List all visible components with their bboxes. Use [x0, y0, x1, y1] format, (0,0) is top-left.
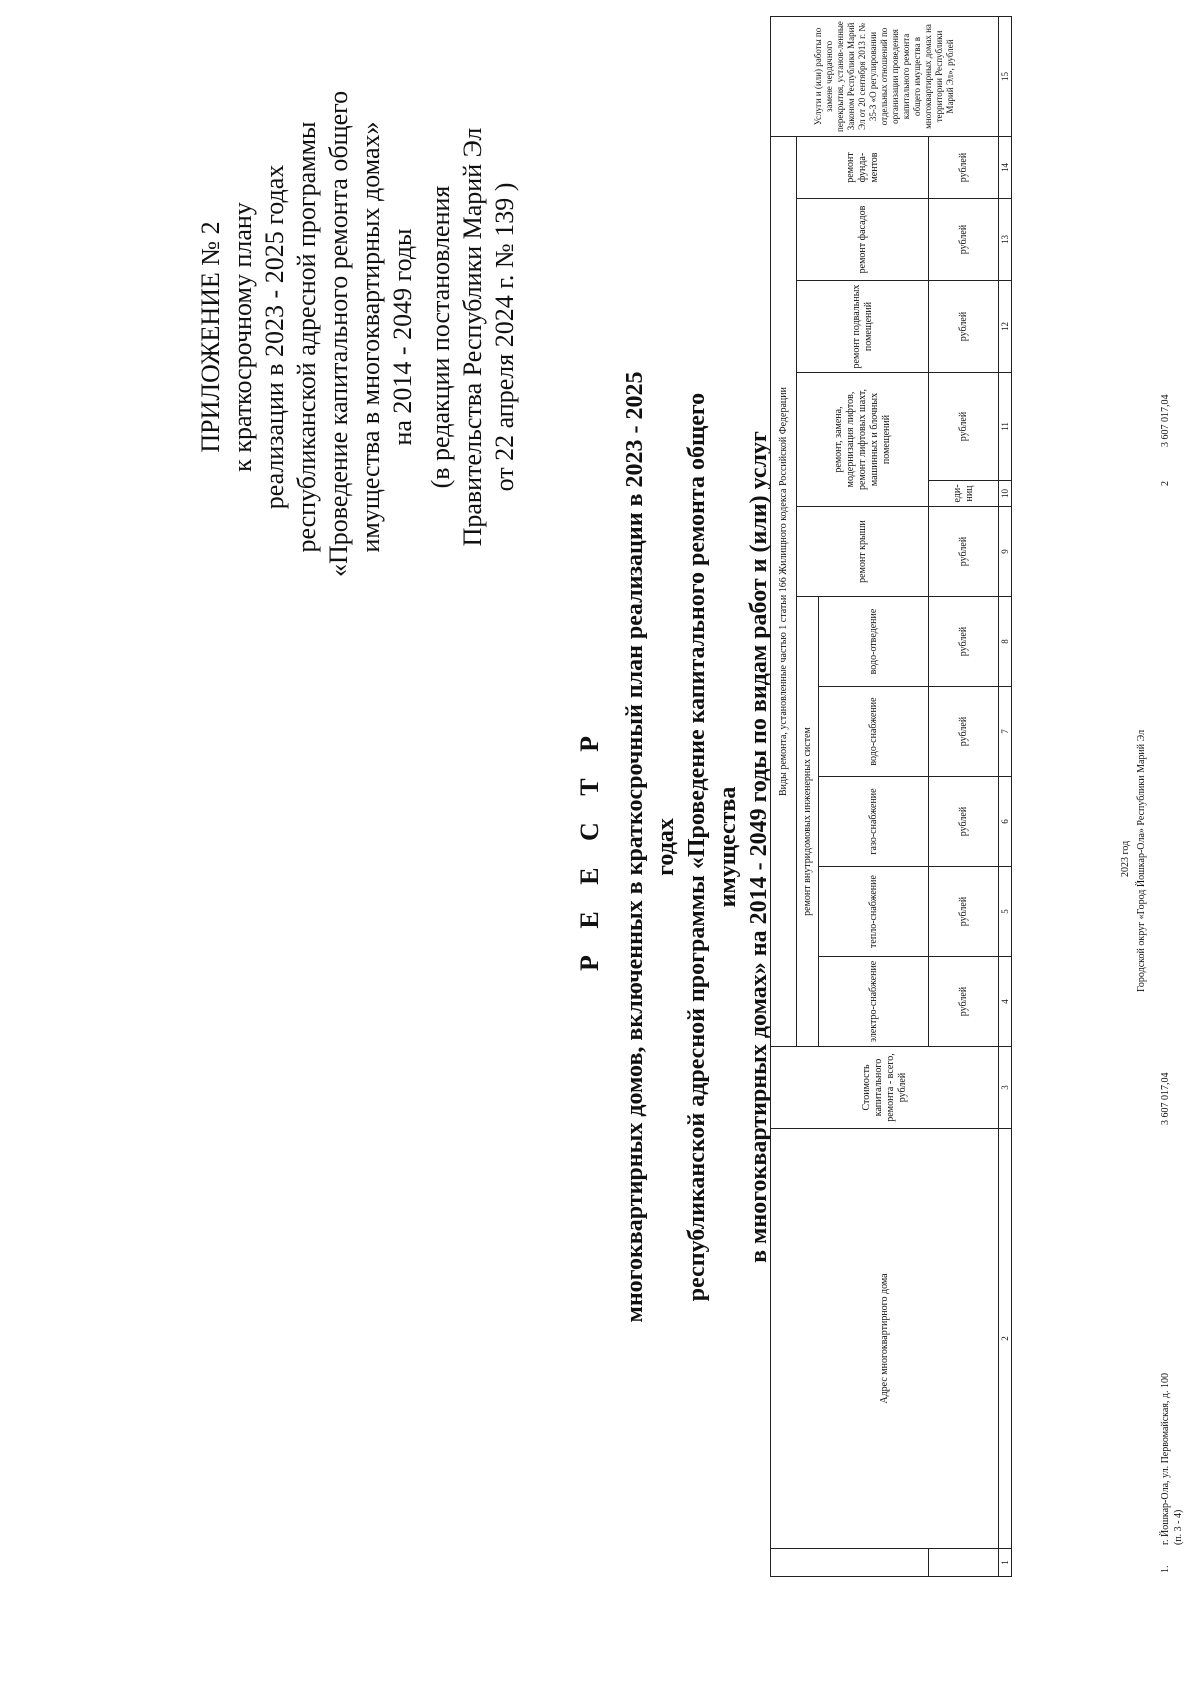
unit-roof: рублей	[929, 507, 999, 597]
header-repair-types: Виды ремонта, установленные частью 1 статьи 166 Жилищного кодекса Российской Федерации	[771, 137, 797, 1047]
appendix-line: на 2014 - 2049 годы	[388, 228, 417, 446]
header-basement: ремонт подвальных помещений	[797, 281, 929, 373]
district-label: Городской округ «Город Йошкар-Ола» Республики Марий Эл	[1136, 729, 1147, 992]
header-num	[771, 1549, 929, 1577]
col-number: 11	[999, 373, 1012, 481]
appendix-line: (в редакции постановления	[426, 185, 455, 489]
col-number: 14	[999, 137, 1012, 199]
unit-gas: рублей	[929, 777, 999, 867]
header-engineering-systems: ремонт внутридомовых инженерных систем	[797, 597, 819, 1047]
header-address: Адрес многоквартирного дома	[771, 1129, 999, 1549]
header-gas: газо-снабжение	[819, 777, 929, 867]
row-number: 1.	[1160, 1565, 1171, 1573]
header-electric: электро-снабжение	[819, 957, 929, 1047]
header-services: Услуги и (или) работы по замене чердачного перекрытия, установ-ленные Законом Республики Марий Эл от 20 сентября 2013 г. № 35-З «О регулировании отдельных отношений по организации проведения капитального ремонта общего имущества в многоквартирных домах на территории Республики Марий Эл», рублей	[771, 17, 999, 137]
unit-basement: рублей	[929, 281, 999, 373]
appendix-line: реализации в 2023 - 2025 годах	[260, 164, 289, 510]
col-number: 2	[999, 1129, 1012, 1549]
header-facade: ремонт фасадов	[797, 199, 929, 281]
col-number: 1	[999, 1549, 1012, 1577]
col-number: 3	[999, 1047, 1012, 1129]
unit-facade: рублей	[929, 199, 999, 281]
unit-electric: рублей	[929, 957, 999, 1047]
appendix-header	[195, 90, 521, 577]
appendix-line: Правительства Республики Марий Эл	[458, 127, 487, 547]
header-sewer: водо-отведение	[819, 597, 929, 687]
document-title: Р Е Е С Т Р	[575, 725, 604, 972]
subtitle-line: многоквартирных домов, включенных в краткосрочный план реализации в 2023 - 2025 годах	[622, 371, 679, 1323]
col-number: 10	[999, 481, 1012, 507]
row-elevator-cost: 3 607 017,04	[1160, 394, 1171, 447]
unit-foundation: рублей	[929, 137, 999, 199]
appendix-line: «Проведение капитального ремонта общего	[324, 90, 353, 577]
appendix-line: имущества в многоквартирных домах»	[356, 121, 385, 553]
header-elevators: ремонт, замена, модернизация лифтов, ремонт лифтовых шахт, машинных и блочных помещений	[797, 373, 929, 507]
appendix-date-line: от 22 апреля 2024 г. № 139 )	[490, 182, 519, 492]
unit-sewer: рублей	[929, 597, 999, 687]
row-cost: 3 607 017,04	[1160, 1072, 1171, 1125]
data-rows	[1120, 0, 1200, 1577]
header-cost: Стоимость капитального ремонта - всего, рублей	[771, 1047, 999, 1129]
col-number: 4	[999, 957, 1012, 1047]
row-note: (п. 3 - 4)	[1173, 1509, 1184, 1545]
header-heat: тепло-снабжение	[819, 867, 929, 957]
unit-water: рублей	[929, 687, 999, 777]
subtitle-line: в многоквартирных домах» на 2014 - 2049 годы по видам работ и (или) услуг	[746, 431, 772, 1263]
header-num-cont	[929, 1549, 999, 1577]
row-address: г. Йошкар-Ола, ул. Первомайская, д. 100	[1160, 1372, 1171, 1545]
unit-heat: рублей	[929, 867, 999, 957]
col-number: 9	[999, 507, 1012, 597]
subtitle-line: республиканской адресной программы «Проведение капитального ремонта общего имущества	[684, 392, 741, 1302]
year-label: 2023 год	[1120, 840, 1131, 877]
col-number: 8	[999, 597, 1012, 687]
unit-elevator-count: еди-ниц	[929, 481, 999, 507]
col-number: 15	[999, 17, 1012, 137]
header-roof: ремонт крыши	[797, 507, 929, 597]
col-number: 7	[999, 687, 1012, 777]
header-water: водо-снабжение	[819, 687, 929, 777]
col-number: 13	[999, 199, 1012, 281]
row-elevator-units: 2	[1160, 481, 1171, 486]
registry-table	[770, 16, 1012, 1577]
appendix-line: республиканской адресной программы	[292, 121, 321, 553]
col-number: 12	[999, 281, 1012, 373]
appendix-line: к краткосрочному плану	[228, 202, 257, 472]
document-subtitle	[620, 357, 775, 1337]
unit-elevator-cost: рублей	[929, 373, 999, 481]
appendix-title: ПРИЛОЖЕНИЕ № 2	[196, 221, 225, 453]
header-foundation: ремонт фунда-ментов	[797, 137, 929, 199]
col-number: 6	[999, 777, 1012, 867]
col-number: 5	[999, 867, 1012, 957]
